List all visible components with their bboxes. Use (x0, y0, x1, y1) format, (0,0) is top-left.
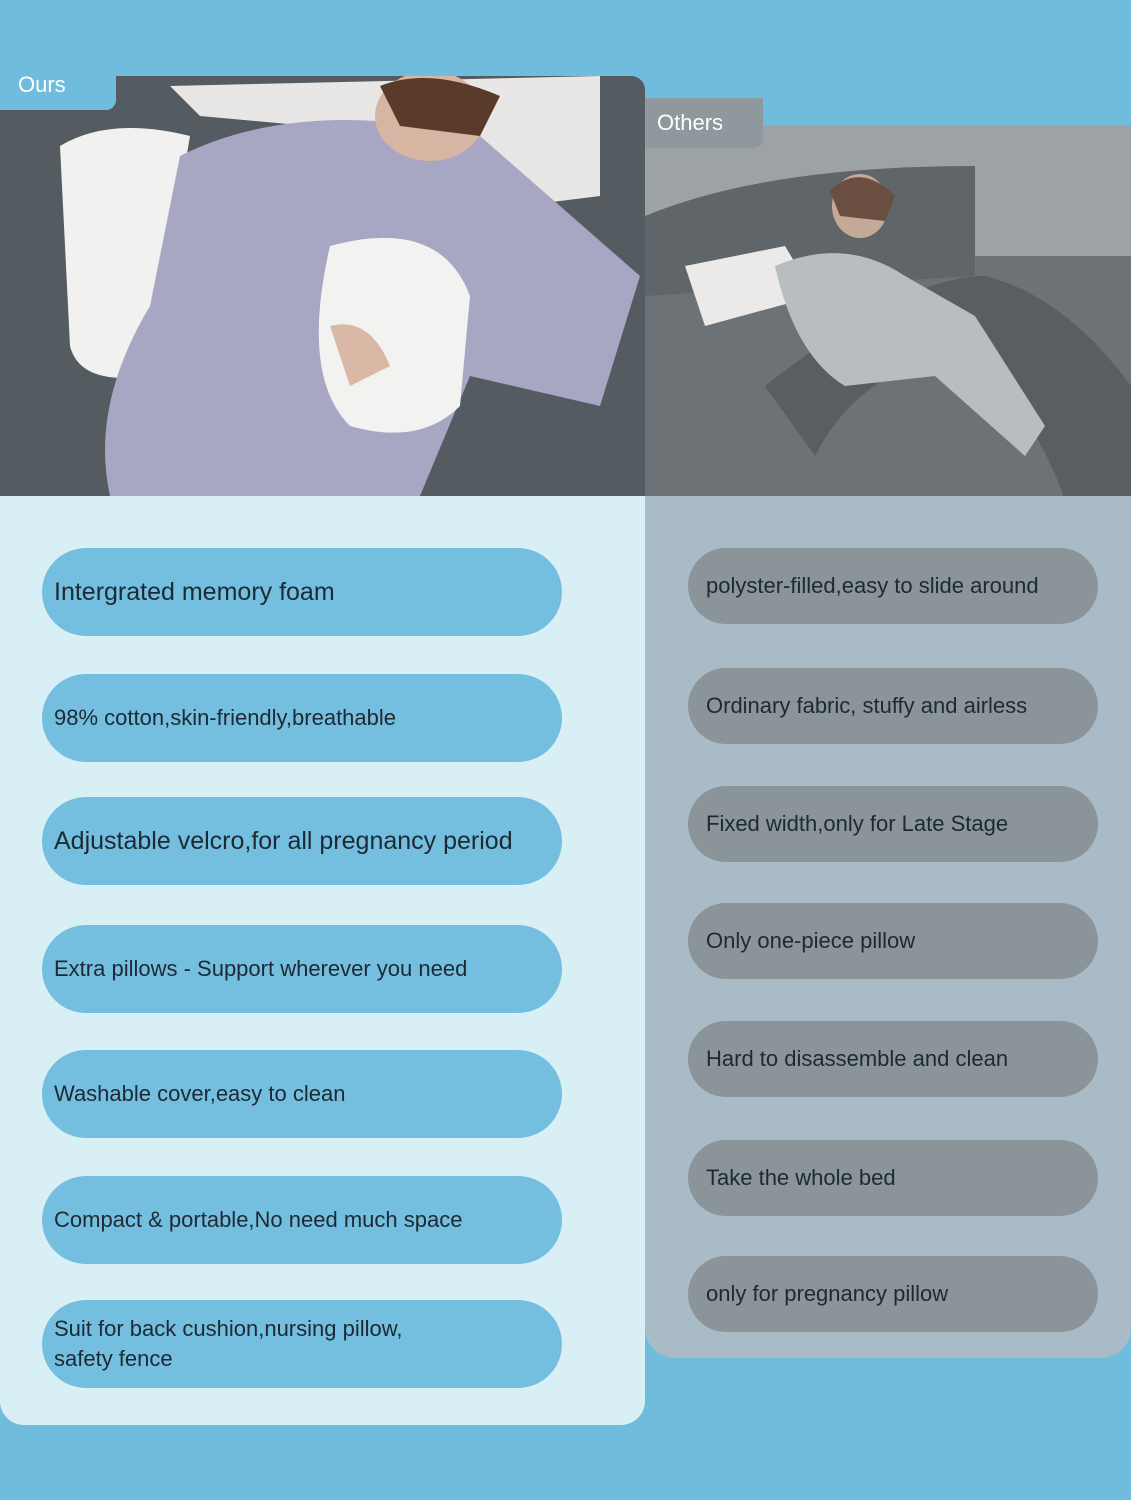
ours-feature-text: Suit for back cushion,nursing pillow, safety fence (54, 1316, 403, 1371)
others-feature-text: polyster-filled,easy to slide around (706, 573, 1039, 598)
ours-feature-text: Intergrated memory foam (54, 578, 335, 606)
ours-product-photo (0, 76, 645, 496)
others-feature-pill (688, 786, 1098, 862)
ours-feature-pill (42, 925, 562, 1013)
ours-feature-text: Extra pillows - Support wherever you need (54, 956, 468, 981)
ours-feature-pill (42, 1176, 562, 1264)
others-feature-text: Ordinary fabric, stuffy and airless (706, 693, 1028, 718)
ours-tag: Ours (0, 60, 116, 110)
others-feature-pill (688, 1256, 1098, 1332)
others-feature-pill (688, 1140, 1098, 1216)
others-feature-pill (688, 548, 1098, 624)
others-feature-pill (688, 1021, 1098, 1097)
ours-feature-pill (42, 548, 562, 636)
ours-feature-pill (42, 674, 562, 762)
others-feature-text: Only one-piece pillow (706, 928, 916, 953)
ours-feature-pill (42, 1300, 562, 1388)
ours-feature-text: Adjustable velcro,for all pregnancy period (54, 827, 513, 855)
ours-feature-text: 98% cotton,skin-friendly,breathable (54, 705, 397, 730)
others-feature-text: Hard to disassemble and clean (706, 1046, 1009, 1071)
others-feature-text: Take the whole bed (706, 1165, 896, 1190)
ours-feature-pill (42, 797, 562, 885)
others-tag: Others (645, 98, 763, 148)
others-feature-pill (688, 903, 1098, 979)
ours-feature-text: Washable cover,easy to clean (54, 1081, 346, 1106)
others-feature-pill (688, 668, 1098, 744)
ours-feature-pill (42, 1050, 562, 1138)
others-feature-text: only for pregnancy pillow (706, 1281, 949, 1306)
others-feature-text: Fixed width,only for Late Stage (706, 811, 1009, 836)
ours-feature-text: Compact & portable,No need much space (54, 1207, 463, 1232)
others-product-photo (645, 126, 1131, 500)
